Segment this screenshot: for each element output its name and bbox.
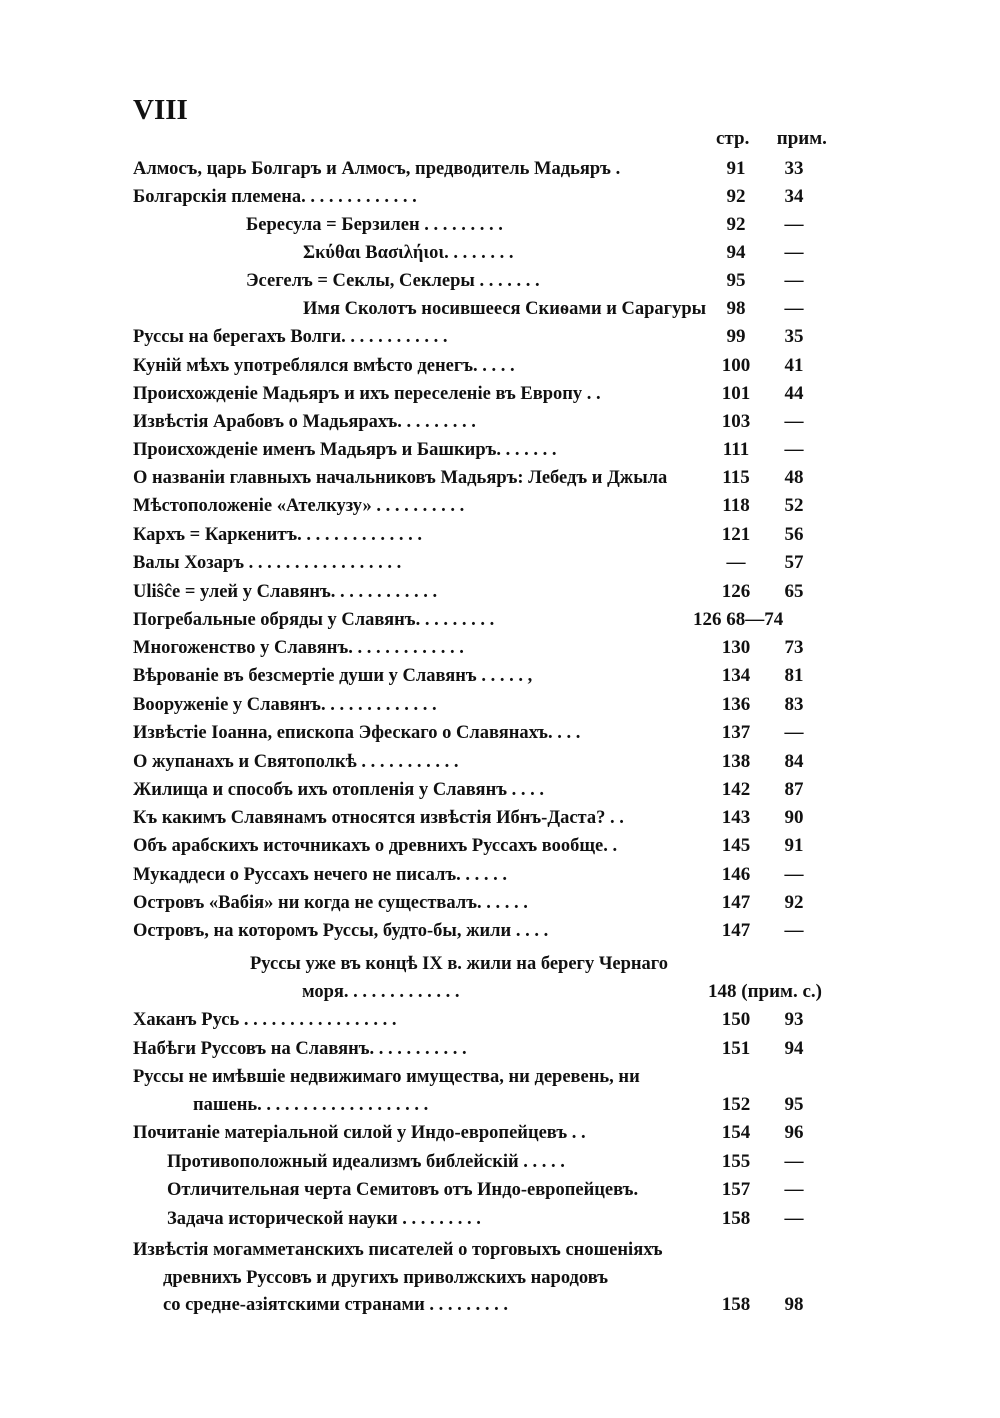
toc-entry-title: Куній мѣхъ употреблялся вмѣсто денегъ. . . . . <box>133 356 515 376</box>
toc-entry-page: 115 <box>722 467 750 488</box>
toc-entry-page: 147 <box>721 920 751 941</box>
toc-entry-note: — <box>784 270 804 291</box>
toc-entry-page: 151 <box>721 1038 751 1059</box>
toc-entry-title: пашень. . . . . . . . . . . . . . . . . . . <box>193 1095 429 1115</box>
toc-entry-title: Алмосъ, царь Болгаръ и Алмосъ, предводитель Мадьяръ . <box>133 159 621 179</box>
note-column-header: прим. <box>776 128 827 149</box>
toc-entry-title: Отличительная черта Семитовъ отъ Индо-европейцевъ. <box>167 1180 639 1200</box>
toc-entry-title: Происхожденіе Мадьяръ и ихъ переселеніе въ Европу . . <box>133 384 601 404</box>
toc-entry-page: 142 <box>721 779 751 800</box>
toc-entry-note: 33 <box>784 158 804 179</box>
toc-entry-title: Uliŝĉe = улей у Славянъ. . . . . . . . . . . . <box>133 582 438 602</box>
toc-entry-note: — <box>784 411 804 432</box>
toc-entry-title: Имя Сколотъ носившееся Скиѳами и Сарагуры <box>303 299 707 319</box>
toc-entry-page: 146 <box>721 864 751 885</box>
toc-entry-title: Противоположный идеализмъ библейскій . . . . . <box>167 1152 565 1172</box>
toc-entry-page: 92 <box>726 214 746 235</box>
toc-entry-note: 87 <box>784 779 804 800</box>
toc-entry-note: — <box>784 242 804 263</box>
toc-entry-title: Происхожденіе именъ Мадьяръ и Башкиръ. . . . . . . <box>133 440 557 460</box>
toc-entry-page: 101 <box>721 383 751 404</box>
toc-entry-title: Извѣстія могамметанскихъ писателей о торговыхъ сношеніяхъ <box>133 1240 663 1260</box>
toc-entry-note: 94 <box>784 1038 804 1059</box>
toc-entry-note: 57 <box>784 552 804 573</box>
column-headers <box>716 128 827 150</box>
toc-entry-page: 155 <box>721 1151 751 1172</box>
toc-entry-title: Жилища и способъ ихъ отопленія у Славянъ . . . . <box>133 780 545 800</box>
page-column-header: стр. <box>716 128 750 149</box>
toc-entry-title: Объ арабскихъ источникахъ о древнихъ Руссахъ вообще. . <box>133 836 618 856</box>
toc-entry-note: 83 <box>784 694 804 715</box>
toc-entry-title: Извѣстіе Іоанна, епископа Эфескаго о Славянахъ. . . . <box>133 723 581 743</box>
toc-entry-page: 95 <box>726 270 746 291</box>
toc-entry-page: 130 <box>721 637 751 658</box>
toc-entry-title: Вооруженіе у Славянъ. . . . . . . . . . . . . <box>133 695 437 715</box>
toc-entry-note: 91 <box>784 835 804 856</box>
toc-entry-page: 91 <box>726 158 746 179</box>
toc-entry-page: 92 <box>726 186 746 207</box>
toc-entry-note: 44 <box>784 383 804 404</box>
toc-entry-page: 138 <box>721 751 751 772</box>
toc-entry-page: 103 <box>721 411 751 432</box>
toc-entry-note: 81 <box>784 665 804 686</box>
toc-entry-title: Островъ, на которомъ Руссы, будто-бы, жили . . . . <box>133 921 549 941</box>
toc-entry-note: 93 <box>784 1009 804 1030</box>
toc-entry-page: — <box>726 552 746 573</box>
toc-entry-title: Многоженство у Славянъ. . . . . . . . . . . . . <box>133 638 464 658</box>
toc-entry-title: Островъ «Вабія» ни когда не существалъ. . . . . . <box>133 893 528 913</box>
toc-entry-title: Руссы не имѣвшіе недвижимаго имущества, ни деревень, ни <box>133 1067 640 1087</box>
toc-entry-note: — <box>784 439 804 460</box>
toc-entry-title: моря. . . . . . . . . . . . . <box>302 982 460 1002</box>
toc-entry-page: 158 <box>721 1294 751 1315</box>
toc-entry-page: 145 <box>721 835 751 856</box>
toc-entry-page: 157 <box>721 1179 751 1200</box>
toc-entry-title: Σκύθαι Βασιλήιοι. . . . . . . . <box>303 243 514 263</box>
toc-entry-note: 35 <box>784 326 804 347</box>
toc-entry-page: 126 <box>721 581 751 602</box>
toc-entry-page-and-note: 148 (прим. с.) <box>708 981 822 1002</box>
toc-entry-title: Мѣстоположеніе «Ателкузу» . . . . . . . . . . <box>133 496 465 516</box>
toc-entry-title: Къ какимъ Славянамъ относятся извѣстія Ибнъ-Даста? . . <box>133 808 624 828</box>
toc-entry-page: 111 <box>722 439 750 460</box>
toc-entry-title: Извѣстія Арабовъ о Мадьярахъ. . . . . . . . . <box>133 412 476 432</box>
toc-entry-note: — <box>784 298 804 319</box>
toc-entry-title: Мукаддеси о Руссахъ нечего не писалъ. . . . . . <box>133 865 508 885</box>
toc-entry-page: 94 <box>726 242 746 263</box>
toc-entry-note: 90 <box>784 807 804 828</box>
toc-entry-title: Руссы на берегахъ Волги. . . . . . . . . . . . <box>133 327 448 347</box>
toc-entry-page: 143 <box>721 807 751 828</box>
toc-entry-page: 154 <box>721 1122 751 1143</box>
toc-entry-note: — <box>784 722 804 743</box>
toc-entry-page: 152 <box>721 1094 751 1115</box>
toc-entry-title: Почитаніе матеріальной силой у Индо-европейцевъ . . <box>133 1123 586 1143</box>
toc-entry-title: Валы Хозаръ . . . . . . . . . . . . . . . . . <box>133 553 402 573</box>
toc-entry-title: О названіи главныхъ начальниковъ Мадьяръ: Лебедъ и Джыла <box>133 468 668 488</box>
toc-entry-note: — <box>784 864 804 885</box>
toc-entry-note: — <box>784 214 804 235</box>
toc-entry-page: 150 <box>721 1009 751 1030</box>
toc-entry-title: Болгарскія племена. . . . . . . . . . . . . <box>133 187 417 207</box>
toc-entry-title: О жупанахъ и Святополкѣ . . . . . . . . . . . <box>133 752 459 772</box>
toc-entry-note: 65 <box>784 581 804 602</box>
toc-entry-note: 95 <box>784 1094 804 1115</box>
toc-entry-page: 158 <box>721 1208 751 1229</box>
toc-entry-title: Задача исторической науки . . . . . . . . . <box>167 1209 481 1229</box>
toc-entry-page: 136 <box>721 694 751 715</box>
toc-entry-note: 41 <box>784 355 804 376</box>
toc-entry-title: Кархъ = Каркенитъ. . . . . . . . . . . . . . <box>133 525 423 545</box>
toc-entry-page: 98 <box>726 298 746 319</box>
toc-entry-note: 56 <box>784 524 804 545</box>
toc-entry-title: Хаканъ Русь . . . . . . . . . . . . . . . . . <box>133 1010 397 1030</box>
toc-entry-title: Эсегелъ = Секлы, Секлеры . . . . . . . <box>246 271 540 291</box>
toc-entry-title: Руссы уже въ концѣ IX в. жили на берегу Чернаго <box>250 954 669 974</box>
toc-entry-note: — <box>784 1151 804 1172</box>
toc-entry-page: 121 <box>721 524 751 545</box>
toc-entry-note: 52 <box>784 495 804 516</box>
toc-entry-note: 96 <box>784 1122 804 1143</box>
toc-entry-note: 48 <box>784 467 804 488</box>
toc-entry-title: Бересула = Берзилен . . . . . . . . . <box>246 215 503 235</box>
page-number: VIII <box>133 94 188 126</box>
toc-entry-note: 98 <box>784 1294 804 1315</box>
toc-entry-page: 147 <box>721 892 751 913</box>
toc-entry-note: 73 <box>784 637 804 658</box>
toc-entry-page-and-note: 126 68—74 <box>693 609 784 630</box>
toc-entry-page: 118 <box>722 495 750 516</box>
toc-entry-note: — <box>784 1208 804 1229</box>
toc-entry-note: — <box>784 920 804 941</box>
toc-entry-note: — <box>784 1179 804 1200</box>
toc-entry-title: Набѣги Руссовъ на Славянъ. . . . . . . . . . . <box>133 1039 467 1059</box>
toc-entry-page: 100 <box>721 355 751 376</box>
toc-entry-page: 137 <box>721 722 751 743</box>
toc-entry-note: 34 <box>784 186 804 207</box>
toc-entry-page: 99 <box>726 326 746 347</box>
toc-entry-note: 84 <box>784 751 804 772</box>
toc-entry-title: со средне-азіятскими странами . . . . . . . . . <box>163 1295 508 1315</box>
toc-entry-title: Погребальные обряды у Славянъ. . . . . . . . . <box>133 610 495 630</box>
toc-entry-note: 92 <box>784 892 804 913</box>
toc-entry-page: 134 <box>721 665 751 686</box>
toc-entry-title: Вѣрованіе въ безсмертіе души у Славянъ . . . . . , <box>133 666 533 686</box>
toc-entry-title: древнихъ Руссовъ и другихъ приволжскихъ народовъ <box>163 1268 609 1288</box>
